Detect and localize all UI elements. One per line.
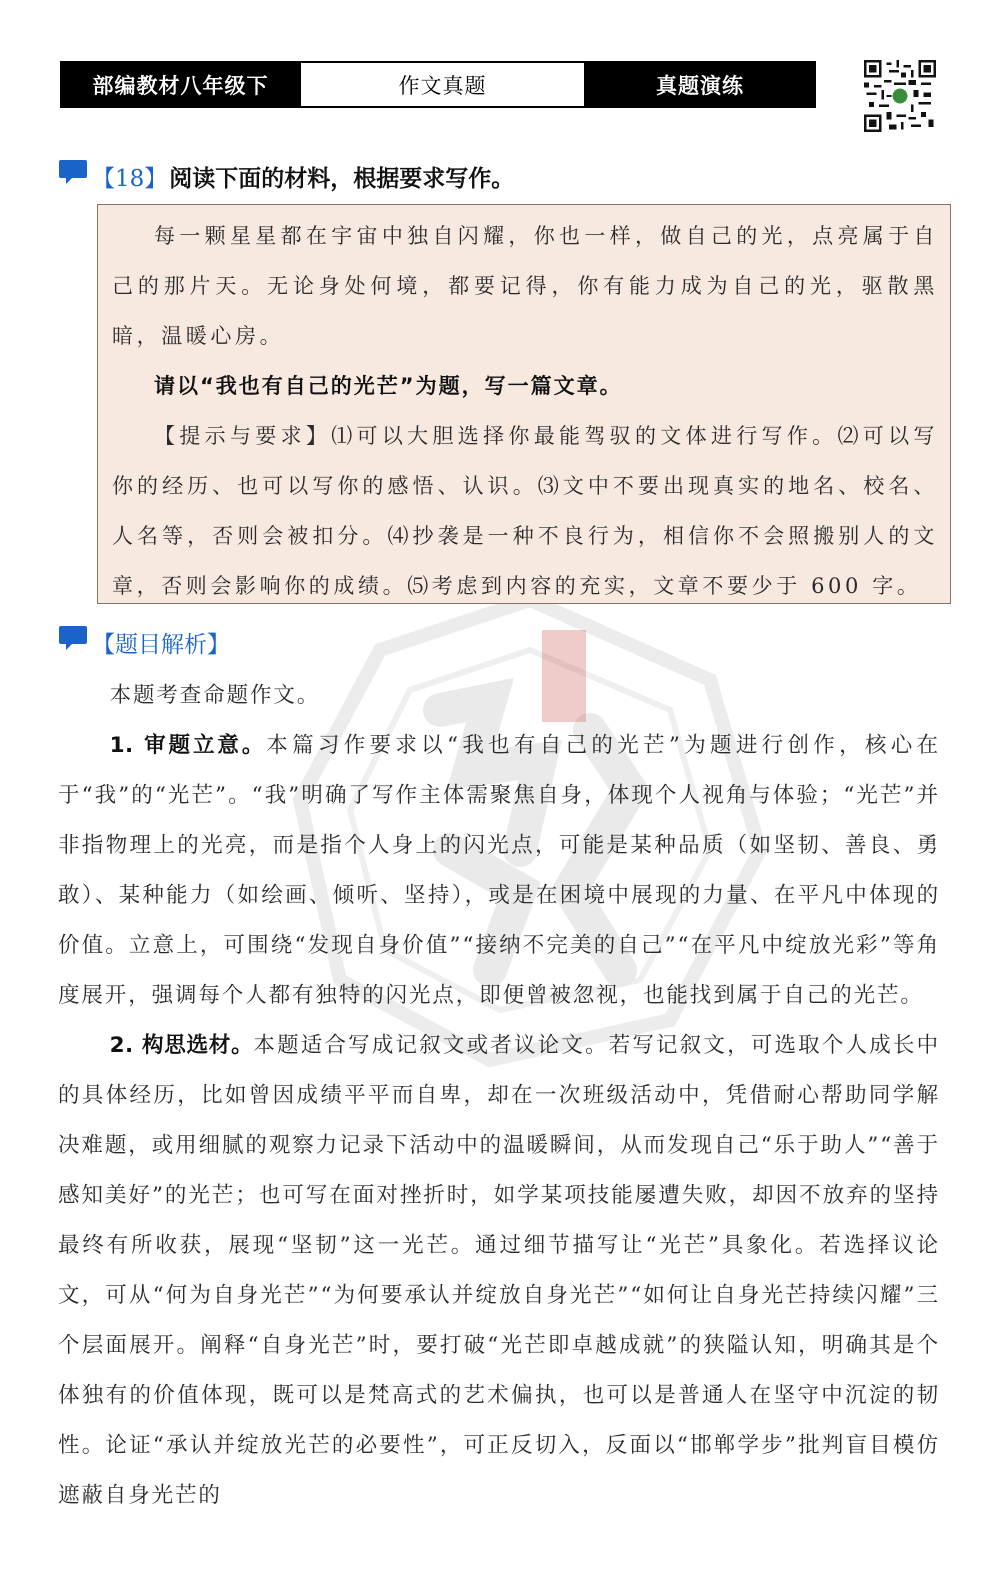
header-bar — [60, 61, 816, 108]
speech-bubble-icon — [58, 624, 88, 652]
point-1-lead: 1. 审题立意。 — [109, 733, 267, 758]
question-number: 【18】 — [92, 166, 168, 192]
analysis-intro: 本题考查命题作文。 — [109, 683, 321, 708]
writing-requirements: 【提示与要求】⑴可以大胆选择你最能驾驭的文体进行写作。⑵可以写你的经历、也可以写你的感悟、认识。⑶文中不要出现真实的地名、校名、人名等，否则会被扣分。⑷抄袭是一种不良行为，相信你不会照搬别人的文章，否则会影响你的成绩。⑸考虑到内容的充实，文章不要少于 600 字。 — [112, 424, 938, 598]
question-heading — [58, 160, 514, 193]
speech-bubble-icon — [58, 158, 88, 186]
header-section-label: 作文真题 — [299, 63, 586, 106]
question-instruction: 阅读下面的材料，根据要求写作。 — [169, 165, 515, 192]
header-practice-label: 真题演练 — [586, 63, 814, 106]
material-paragraph: 每一颗星星都在宇宙中独自闪耀，你也一样，做自己的光，点亮属于自己的那片天。无论身处何境，都要记得，你有能力成为自己的光，驱散黑暗，温暖心房。 — [112, 224, 938, 348]
material-box — [97, 204, 951, 604]
analysis-point-2 — [58, 1021, 940, 1521]
analysis-body — [58, 671, 940, 1521]
header-grade-label: 部编教材八年级下 — [62, 63, 299, 106]
point-1-body: 本篇习作要求以“我也有自己的光芒”为题进行创作，核心在于“我”的“光芒”。“我”明确了写作主体需聚焦自身，体现个人视角与体验；“光芒”并非指物理上的光亮，而是指个人身上的闪光点，可能是某种品质（如坚韧、善良、勇敢）、某种能力（如绘画、倾听、坚持），或是在困境中展现的力量、在平凡中体现的价值。立意上，可围绕“发现自身价值”“接纳不完美的自己”“在平凡中绽放光彩”等角度展开，强调每个人都有独特的闪光点，即便曾被忽视，也能找到属于自己的光芒。 — [58, 733, 940, 1008]
point-2-body: 本题适合写成记叙文或者议论文。若写记叙文，可选取个人成长中的具体经历，比如曾因成绩平平而自卑，却在一次班级活动中，凭借耐心帮助同学解决难题，或用细腻的观察力记录下活动中的温暖瞬间，从而发现自己“乐于助人”“善于感知美好”的光芒；也可写在面对挫折时，如学某项技能屡遭失败，却因不放弃的坚持最终有所收获，展现“坚韧”这一光芒。通过细节描写让“光芒”具象化。若选择议论文，可从“何为自身光芒”“为何要承认并绽放自身光芒”“如何让自身光芒持续闪耀”三个层面展开。阐释“自身光芒”时，要打破“光芒即卓越成就”的狭隘认知，明确其是个体独有的价值体现，既可以是梵高式的艺术偏执，也可以是普通人在坚守中沉淀的韧性。论证“承认并绽放光芒的必要性”，可正反切入，反面以“邯郸学步”批判盲目模仿遮蔽自身光芒的 — [58, 1033, 940, 1508]
analysis-heading — [58, 626, 230, 659]
qr-code-icon[interactable] — [864, 60, 936, 132]
point-2-lead: 2. 构思选材。 — [109, 1033, 254, 1058]
analysis-title: 【题目解析】 — [92, 632, 230, 658]
analysis-point-1 — [58, 721, 940, 1021]
writing-prompt: 请以“我也有自己的光芒”为题，写一篇文章。 — [154, 374, 623, 398]
